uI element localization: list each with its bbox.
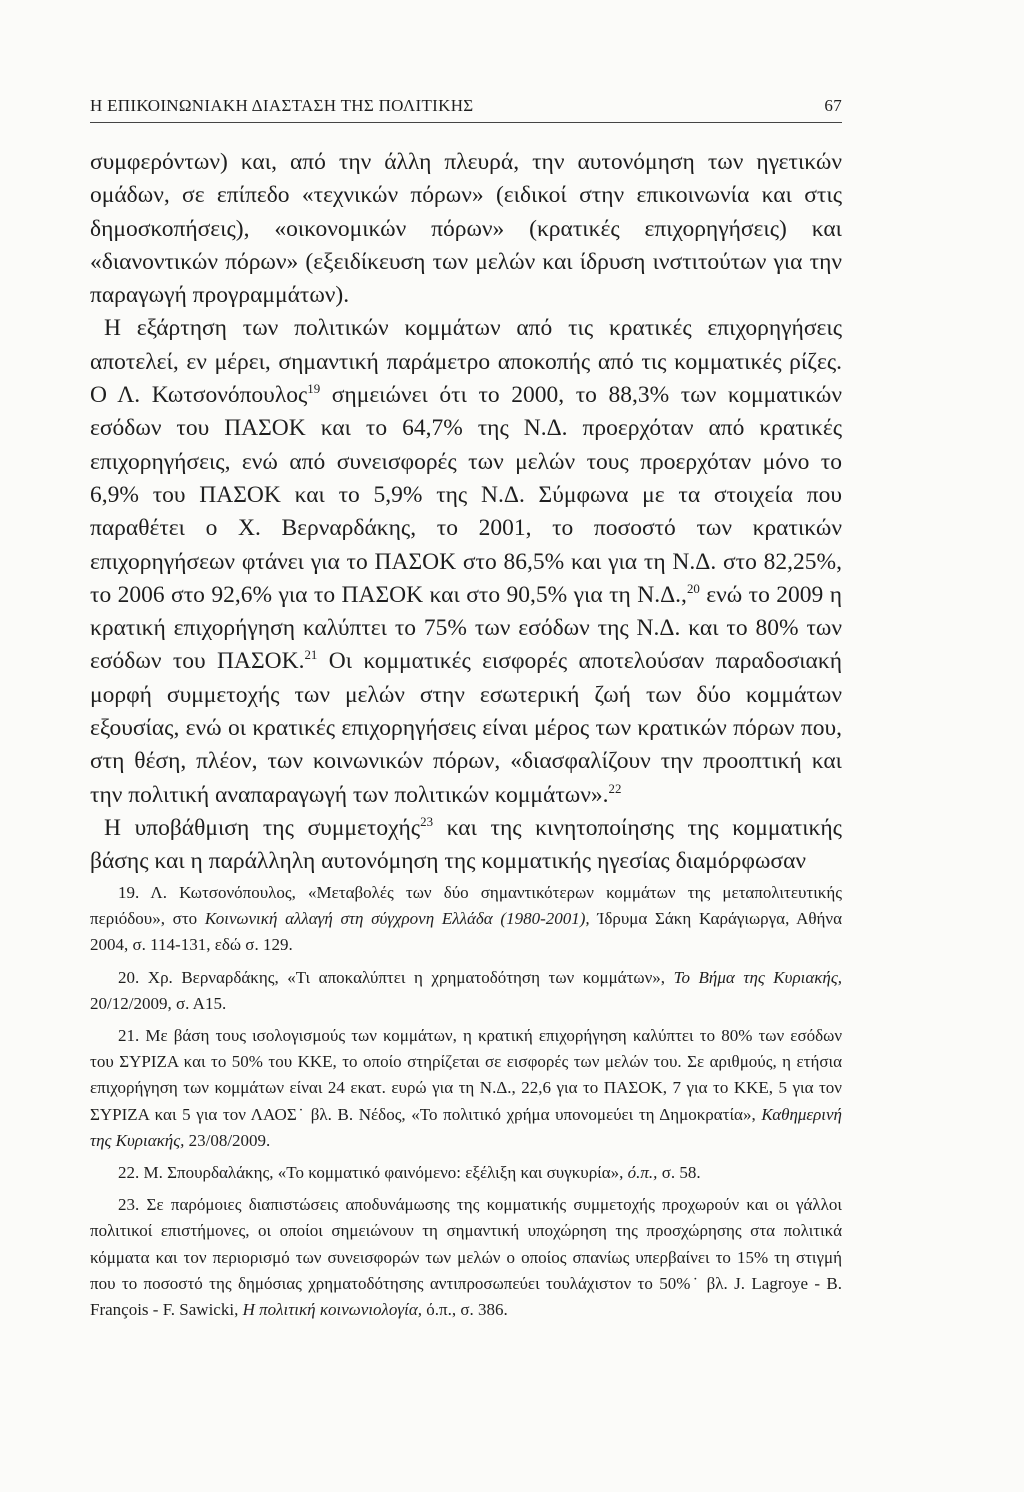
paragraph-3-part-1: Η υποβάθμιση της συμμετοχής xyxy=(104,814,421,841)
footnote-21 xyxy=(90,1023,842,1154)
footnote-21-text: 21. Με βάση τους ισολογισμούς των κομμάτων, η κρατική επιχορήγηση καλύπτει το 80% των εσόδων του ΣΥΡΙΖΑ και το 50% του ΚΚΕ, το οποίο στηρίζεται σε εισφορές των μελών του. Σε αριθμούς, η ετήσια επιχορήγηση των κομμάτων είναι 24 εκατ. ευρώ για τη Ν.Δ., 22,6 για το ΠΑΣΟΚ, 7 για το ΚΚΕ, 5 για τον ΣΥΡΙΖΑ και 5 για τον ΛΑΟΣ˙ βλ. Β. Νέδος, «Το πολιτικό χρήμα υπονομεύει τη Δημοκρατία», xyxy=(90,1026,842,1124)
footnote-19-text: 19. Λ. Κωτσονόπουλος, «Μεταβολές των δύο σημαντικότερων κομμάτων της μεταπολιτευτικής περιόδου», στο xyxy=(90,883,842,929)
footnote-21-tail: 23/08/2009. xyxy=(184,1130,271,1150)
paragraph-3-part-2: και της κινητοποίησης της κομματικής βάσης και η παράλληλη αυτονόμηση της κομματικής ηγεσίας διαμόρφωσαν xyxy=(90,814,842,875)
footnote-20-tail: 20/12/2009, σ. Α15. xyxy=(90,993,227,1013)
footnote-22-title: ό.π., xyxy=(627,1163,658,1183)
footnote-22 xyxy=(90,1160,842,1186)
running-title: Η ΕΠΙΚΟΙΝΩΝΙΑΚΗ ΔΙΑΣΤΑΣΗ ΤΗΣ ΠΟΛΙΤΙΚΗΣ xyxy=(90,96,474,115)
paragraph-2-part-4: Οι κομματικές εισφορές αποτελούσαν παραδοσιακή μορφή συμμετοχής των μελών στην εσωτερική ζωή των δύο κομμάτων εξουσίας, ενώ οι κρατικές επιχορηγήσεις είναι μέρος των κρατικών πόρων που, στη θέση, πλέον, των κοινωνικών πόρων, «διασφαλίζουν την προοπτική και την πολιτική αναπαραγωγή των πολιτικών κομμάτων». xyxy=(90,648,842,808)
footnote-ref-19[interactable]: 19 xyxy=(307,381,321,397)
paragraph-2-part-2: σημειώνει ότι το 2000, το 88,3% των κομματικών εσόδων του ΠΑΣΟΚ και το 64,7% της Ν.Δ. προερχόταν από κρατικές επιχορηγήσεις, ενώ από συνεισφορές των μελών τους προερχόταν μόνο το 6,9% του ΠΑΣΟΚ και το 5,9% της Ν.Δ. Σύμφωνα με τα στοιχεία που παραθέτει ο Χ. Βερναρδάκης, το 2001, το ποσοστό των κρατικών επιχορηγήσεων φτάνει για το ΠΑΣΟΚ στο 86,5% και για τη Ν.Δ. στο 82,25%, το 2006 στο 92,6% για το ΠΑΣΟΚ και στο 90,5% για τη Ν.Δ., xyxy=(90,382,842,608)
footnote-22-tail: σ. 58. xyxy=(657,1163,701,1183)
footnote-ref-21[interactable]: 21 xyxy=(304,647,318,663)
header-rule xyxy=(90,122,842,123)
paragraph-1: συμφερόντων) και, από την άλλη πλευρά, την αυτονόμηση των ηγετικών ομάδων, σε επίπεδο «τεχνικών πόρων» (ειδικοί στην επικοινωνία και στις δημοσκοπήσεις), «οικονομικών πόρων» (κρατικές επιχορηγήσεις) και «διανοντικών πόρων» (εξειδίκευση των μελών και ίδρυση ινστιτούτων για την παραγωγή προγραμμάτων). xyxy=(90,149,842,309)
footnote-19-tail: Ίδρυμα Σάκη Καράγιωργα, Αθήνα 2004, σ. 114-131, εδώ σ. 129. xyxy=(90,909,843,955)
footnote-20-title: Το Βήμα της Κυριακής, xyxy=(673,967,842,987)
footnote-23-text: 23. Σε παρόμοιες διαπιστώσεις αποδυνάμωσης της κομματικής συμμετοχής προχωρούν και οι γάλλοι πολιτικοί επιστήμονες, οι οποίοι σημειώνουν τη σημαντική υποχώρηση της προσχώρησης στα πολιτικά κόμματα και τον περιορισμό των συνεισφορών των μελών ο οποίος σπανίως υπερβαίνει το 15% τη στιγμή που το ποσοστό της δημόσιας χρηματοδότησης αντιπροσωπεύει τουλάχιστον το 50%˙ βλ. J. Lagroye - B. François - F. Sawicki, xyxy=(90,1195,842,1320)
footnote-20-text: 20. Χρ. Βερναρδάκης, «Τι αποκαλύπτει η χρηματοδότηση των κομμάτων», xyxy=(118,967,674,987)
footnote-ref-22[interactable]: 22 xyxy=(608,780,622,796)
footnote-23-tail: ό.π., σ. 386. xyxy=(422,1300,508,1320)
paragraph-2 xyxy=(90,312,842,811)
footnote-ref-23[interactable]: 23 xyxy=(420,814,434,830)
footnotes xyxy=(90,880,842,1329)
footnote-23-title: Η πολιτική κοινωνιολογία, xyxy=(242,1300,423,1320)
footnote-19 xyxy=(90,880,842,959)
main-text xyxy=(90,146,842,879)
footnote-19-title: Κοινωνική αλλαγή στη σύγχρονη Ελλάδα (1980-2001), xyxy=(204,909,590,929)
paragraph-2-part-3: ενώ το 2009 η κρατική επιχορήγηση καλύπτει το 75% των εσόδων της Ν.Δ. και το 80% των εσόδων του ΠΑΣΟΚ. xyxy=(90,581,842,675)
paragraph-2-part-1: Η εξάρτηση των πολιτικών κομμάτων από τις κρατικές επιχορηγήσεις αποτελεί, εν μέρει, σημαντική παράμετρο αποκοπής από τις κομματικές ρίζες. Ο Λ. Κωτσονόπουλος xyxy=(90,315,842,409)
footnote-22-text: 22. Μ. Σπουρδαλάκης, «Το κομματικό φαινόμενο: εξέλιξη και συγκυρία», xyxy=(118,1163,628,1183)
page-number: 67 xyxy=(824,96,842,115)
footnote-20 xyxy=(90,965,842,1017)
footnote-21-title: Καθημερινή της Κυριακής, xyxy=(90,1104,842,1150)
footnote-23 xyxy=(90,1192,842,1323)
footnote-ref-20[interactable]: 20 xyxy=(686,581,700,597)
paragraph-3 xyxy=(90,812,842,879)
running-header xyxy=(90,96,842,116)
